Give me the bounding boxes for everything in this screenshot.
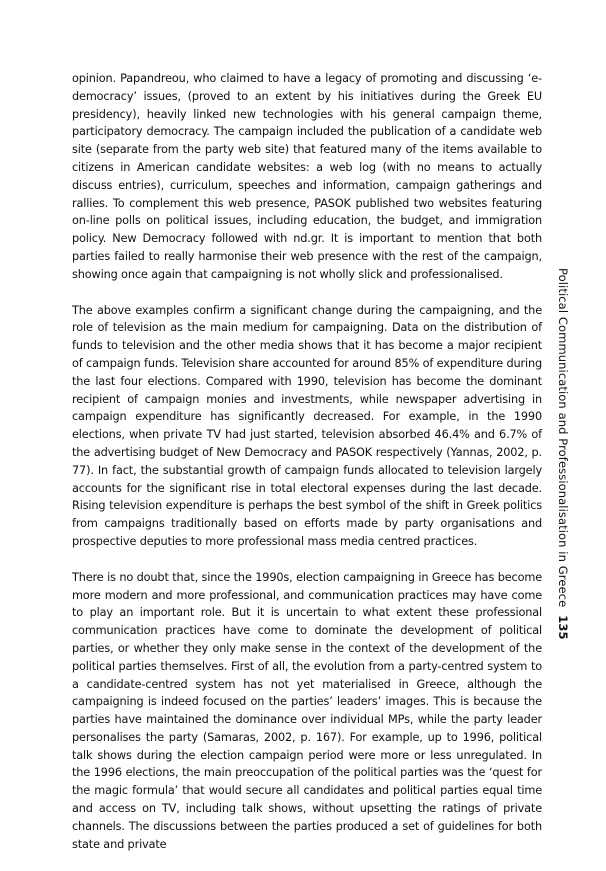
paragraph-professional-campaigning: There is no doubt that, since the 1990s, election campaigning in Greece has become more modern and more professional, and communication practices may have come to play an important role. But it is uncertain to what extent these professional communication practices have come to dominate the development of political parties, or whether they only make sense in the context of the development of the political parties themselves. First of all, the evolution from a party-centred system to a candidate-centred system has not yet materialised in Greece, although the campaigning is indeed focused on the parties’ leaders’ images. This is because the parties have maintained the dominance over individual MPs, while the party leader personalises the party (Samaras, 2002, p. 167). For example, up to 1996, political talk shows during the election campaign period were more or less unregulated. In the 1996 elections, the main preoccupation of the political parties was the ‘quest for the magic formula’ that would secure all candidates and political parties equal time and access on TV, including talk shows, without upsetting the ratings of private channels. The discussions between the parties produced a set of guidelines for both state and private xyxy=(72,570,542,851)
running-header-title: Political Communication and Professionalisation in Greece xyxy=(556,268,570,608)
running-header xyxy=(556,268,570,640)
paragraph-television-funds: The above examples confirm a significant change during the campaigning, and the role of television as the main medium for campaigning. Data on the distribution of funds to television and the other media shows that it has become a major recipient of campaign funds. Television share accounted for around 85% of expenditure during the last four elections. Compared with 1990, television has become the dominant recipient of campaign monies and investments, while newspaper advertising in campaign expenditure has significantly decreased. For example, in the 1990 elections, when private TV had just started, television absorbed 46.4% and 6.7% of the advertising budget of New Democracy and PASOK respectively (Yannas, 2002, p. 77). In fact, the substantial growth of campaign funds allocated to television largely accounts for the significant rise in total electoral expenses during the last decade. Rising television expenditure is perhaps the best symbol of the shift in Greek politics from campaigns traditionally based on efforts made by party organisations and prospective deputies to more professional mass media centred practices. xyxy=(72,303,542,548)
page-number: 135 xyxy=(556,615,570,640)
page-body xyxy=(72,70,542,871)
paragraph-internet-campaign: opinion. Papandreou, who claimed to have a legacy of promoting and discussing ‘e-democracy’ issues, (proved to an extent by his initiatives during the Greek EU presidency), heavily linked new technologies with his general campaign theme, participatory democracy. The campaign included the publication of a candidate web site (separate from the party web site) that featured many of the items available to citizens in American candidate websites: a web log (with no means to actually discuss entries), curriculum, speeches and information, campaign gatherings and rallies. To complement this web presence, PASOK published two websites featuring on-line polls on political issues, including education, the budget, and immigration policy. New Democracy followed with nd.gr. It is important to mention that both parties failed to really harmonise their web presence with the rest of the campaign, showing once again that campaigning is not wholly slick and professionalised. xyxy=(72,72,542,281)
